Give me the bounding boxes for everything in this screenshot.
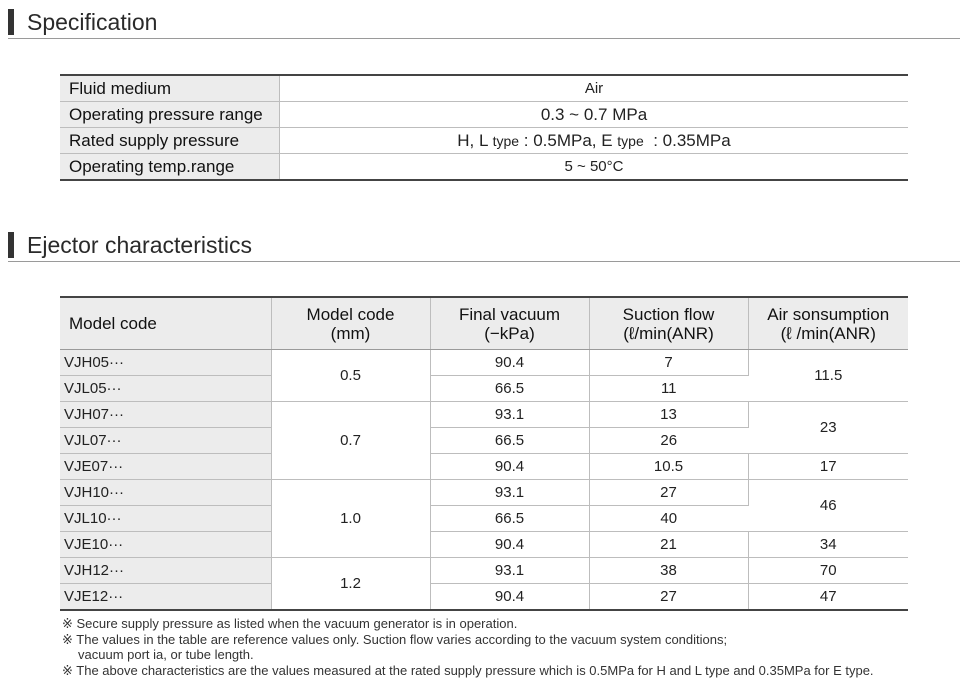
- spec-row-pressure-range: [60, 102, 908, 128]
- col-header-model: Model code: [60, 297, 271, 350]
- spec-label: Fluid medium: [60, 75, 280, 102]
- footnote: ※ Secure supply pressure as listed when the vacuum generator is in operation.: [62, 616, 518, 631]
- footnote: ※ The above characteristics are the values measured at the rated supply pressure which is 0.5MPa for H and L type and 0.35MPa for E type.: [62, 662, 874, 678]
- value-part: type: [617, 132, 644, 149]
- spec-label: Operating pressure range: [60, 102, 280, 128]
- spec-label: Operating temp.range: [60, 154, 280, 181]
- section-marker: [8, 9, 14, 35]
- table-row: [60, 584, 908, 611]
- flow-cell: 11: [589, 376, 748, 402]
- model-cell: VJE07···: [60, 454, 271, 480]
- spec-value: Air: [280, 75, 909, 102]
- value-part: : 0.5MPa, E: [519, 130, 618, 150]
- flow-cell: 40: [589, 506, 748, 532]
- spec-row-fluid: [60, 75, 908, 102]
- table-row: [60, 402, 908, 428]
- spec-row-temp: [60, 154, 908, 181]
- ejector-table: [60, 296, 908, 611]
- footnote: ※ The values in the table are reference values only. Suction flow varies according to the vacuum system conditions;: [62, 631, 728, 647]
- air-cell: 23: [748, 402, 908, 454]
- flow-cell: 27: [589, 480, 748, 506]
- model-cell: VJL05···: [60, 376, 271, 402]
- col-header-size: Model code (mm): [271, 297, 430, 350]
- model-cell: VJH10···: [60, 480, 271, 506]
- model-cell: VJH05···: [60, 350, 271, 376]
- flow-cell: 21: [589, 532, 748, 558]
- spec-value: [280, 128, 909, 154]
- spec-value: 0.3 ~ 0.7 MPa: [280, 102, 909, 128]
- flow-cell: 13: [589, 402, 748, 428]
- table-row: [60, 532, 908, 558]
- model-cell: VJH07···: [60, 402, 271, 428]
- vacuum-cell: 93.1: [430, 402, 589, 428]
- spec-value: 5 ~ 50°C: [564, 158, 624, 175]
- air-cell: 70: [748, 558, 908, 584]
- model-cell: VJE10···: [60, 532, 271, 558]
- air-cell: 34: [748, 532, 908, 558]
- flow-cell: 26: [589, 428, 748, 454]
- ejector-header-row: [60, 297, 908, 350]
- model-cell: VJL07···: [60, 428, 271, 454]
- flow-cell: 27: [589, 584, 748, 611]
- specification-table: [60, 74, 908, 181]
- flow-cell: 7: [589, 350, 748, 376]
- value-part: : 0.35MPa: [643, 130, 731, 150]
- footnotes: [62, 616, 962, 678]
- table-row: [60, 480, 908, 506]
- air-cell: 46: [748, 480, 908, 532]
- size-cell: 1.2: [271, 558, 430, 611]
- value-part: type: [492, 132, 520, 149]
- table-row: [60, 454, 908, 480]
- vacuum-cell: 93.1: [430, 558, 589, 584]
- flow-cell: 10.5: [589, 454, 748, 480]
- ejector-header: [8, 231, 960, 262]
- spec-label: Rated supply pressure: [60, 128, 280, 154]
- vacuum-cell: 90.4: [430, 454, 589, 480]
- col-header-vacuum: Final vacuum (−kPa): [430, 297, 589, 350]
- flow-cell: 38: [589, 558, 748, 584]
- size-cell: 0.5: [271, 350, 430, 402]
- vacuum-cell: 93.1: [430, 480, 589, 506]
- air-cell: 17: [748, 454, 908, 480]
- footnote-continuation: vacuum port ia, or tube length.: [78, 647, 254, 663]
- specification-header: [8, 8, 960, 39]
- size-cell: 0.7: [271, 402, 430, 480]
- table-row: [60, 558, 908, 584]
- specification-title: Specification: [27, 9, 158, 35]
- vacuum-cell: 66.5: [430, 506, 589, 532]
- section-marker: [8, 232, 14, 258]
- value-part: H, L: [457, 130, 493, 150]
- size-cell: 1.0: [271, 480, 430, 558]
- ejector-title: Ejector characteristics: [27, 232, 252, 258]
- air-cell: 47: [819, 588, 837, 605]
- model-cell: VJL10···: [60, 506, 271, 532]
- model-cell: VJE12···: [60, 584, 271, 611]
- air-cell: 11.5: [748, 350, 908, 402]
- spec-row-supply-pressure: [60, 128, 908, 154]
- model-cell: VJH12···: [60, 558, 271, 584]
- vacuum-cell: 90.4: [430, 350, 589, 376]
- col-header-flow: Suction flow (ℓ/min(ANR): [589, 297, 748, 350]
- col-header-air: Air sonsumption (ℓ /min(ANR): [748, 297, 908, 350]
- vacuum-cell: 66.5: [430, 376, 589, 402]
- table-row: [60, 350, 908, 376]
- vacuum-cell: 90.4: [430, 584, 589, 611]
- vacuum-cell: 66.5: [430, 428, 589, 454]
- vacuum-cell: 90.4: [430, 532, 589, 558]
